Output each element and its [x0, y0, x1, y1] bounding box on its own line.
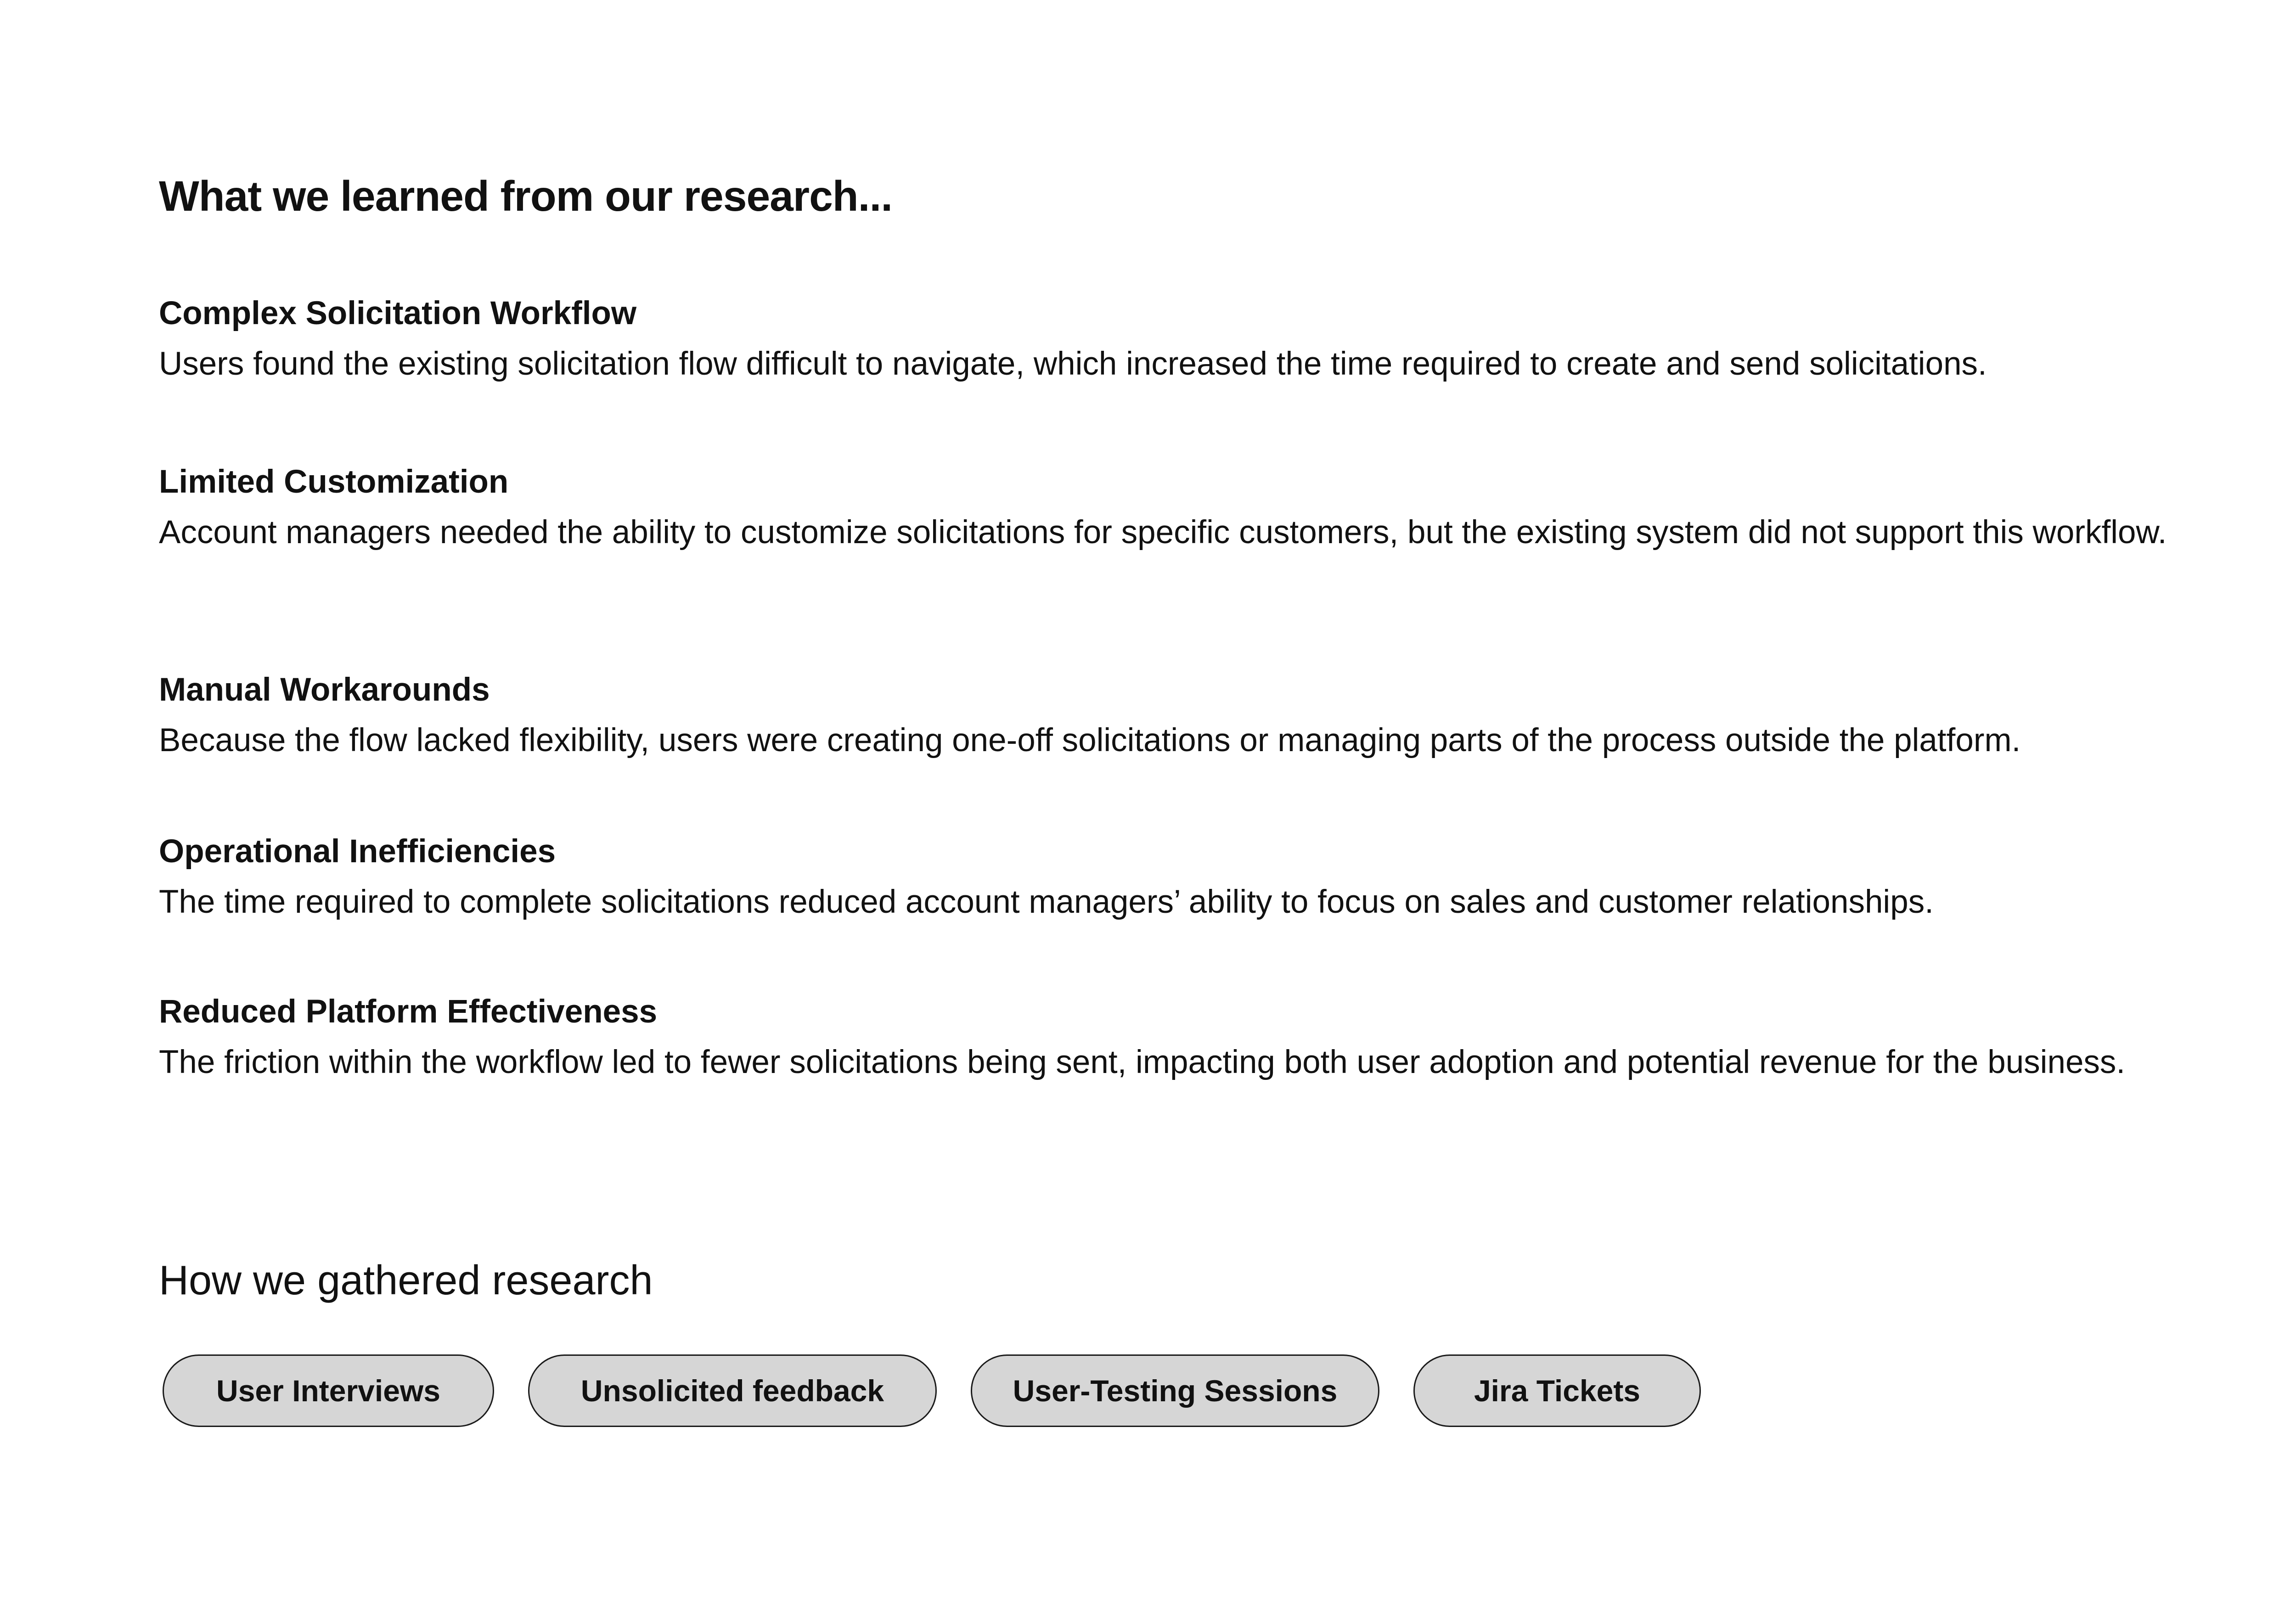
finding-description: Users found the existing solicitation flow difficult to navigate, which increased the time required to create and send solicitations. — [159, 346, 1987, 382]
finding-limited-customization — [159, 462, 2216, 560]
tag-jira-tickets: Jira Tickets — [1413, 1354, 1701, 1427]
research-methods-title: How we gathered research — [159, 1258, 653, 1303]
page-title: What we learned from our research... — [159, 172, 893, 220]
finding-description: The time required to complete solicitations reduced account managers’ ability to focus on sales and customer relationships. — [159, 884, 1934, 921]
finding-reduced-platform-effectiveness — [159, 992, 2216, 1090]
tag-unsolicited-feedback: Unsolicited feedback — [528, 1354, 937, 1427]
finding-title: Limited Customization — [159, 464, 509, 500]
finding-title: Complex Solicitation Workflow — [159, 295, 637, 331]
tag-user-testing-sessions: User-Testing Sessions — [971, 1354, 1379, 1427]
finding-title: Manual Workarounds — [159, 672, 490, 708]
finding-description: The friction within the workflow led to fewer solicitations being sent, impacting both user adoption and potential revenue for the business. — [159, 1044, 2126, 1081]
finding-title: Operational Inefficiencies — [159, 833, 556, 870]
research-methods-tags — [163, 1354, 1701, 1427]
finding-manual-workarounds — [159, 670, 2216, 768]
finding-description: Account managers needed the ability to customize solicitations for specific customers, but the existing system did not support this workflow. — [159, 514, 2167, 551]
tag-user-interviews: User Interviews — [163, 1354, 494, 1427]
finding-operational-inefficiencies — [159, 832, 2216, 930]
finding-complex-solicitation-workflow — [159, 294, 2216, 392]
finding-title: Reduced Platform Effectiveness — [159, 994, 658, 1030]
finding-description: Because the flow lacked flexibility, users were creating one-off solicitations or managing parts of the process outside the platform. — [159, 722, 2021, 759]
